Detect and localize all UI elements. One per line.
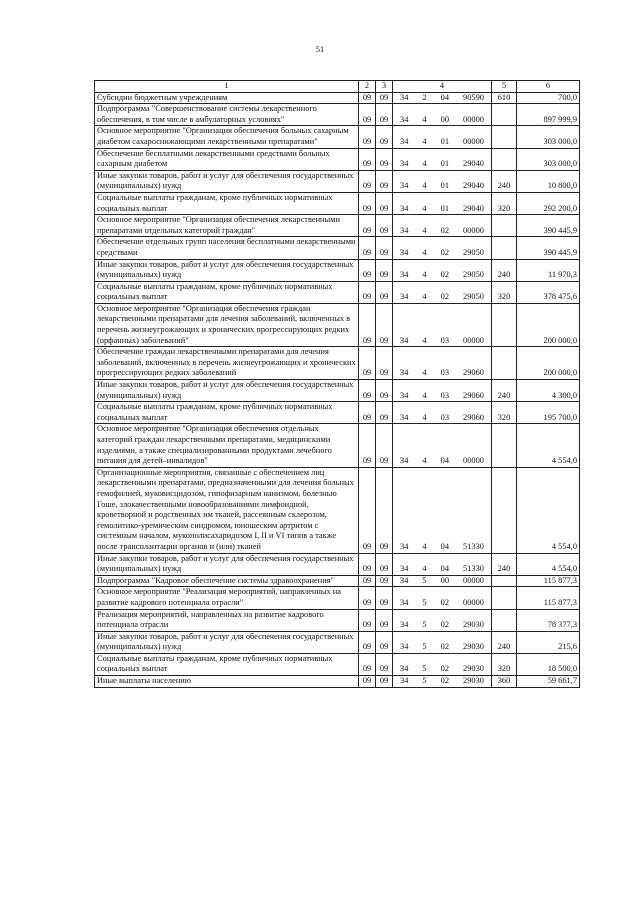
row-amount: 115 877,3 [517, 587, 580, 609]
row-csr [393, 104, 492, 126]
row-name: Обеспечение бесплатными лекарственными средствами больных сахарным диабетом [95, 148, 359, 170]
csr-part: 02 [440, 597, 450, 607]
csr-part: 34 [400, 225, 409, 235]
csr-part: 00000 [463, 456, 484, 466]
row-vr [492, 148, 517, 170]
table-row [95, 170, 580, 192]
row-rz: 09 [359, 237, 376, 259]
csr-part: 4 [422, 159, 427, 169]
row-rz: 09 [359, 653, 376, 675]
row-name: Социальные выплаты гражданам, кроме публичных нормативных социальных выплат [95, 192, 359, 214]
table-row [95, 192, 580, 214]
row-pr: 09 [376, 380, 393, 402]
row-pr: 09 [376, 347, 393, 380]
row-vr [492, 104, 517, 126]
row-pr: 09 [376, 148, 393, 170]
row-pr: 09 [376, 259, 393, 281]
row-amount: 215,6 [517, 631, 580, 653]
csr-part: 29050 [463, 292, 484, 302]
csr-part: 34 [400, 203, 409, 213]
header-col-pr: 3 [376, 81, 393, 93]
row-amount: 378 475,6 [517, 281, 580, 303]
csr-part: 29050 [463, 270, 484, 280]
row-vr: 610 [492, 92, 517, 104]
row-name: Иные закупки товаров, работ и услуг для обеспечения государственных (муниципальных) нужд [95, 380, 359, 402]
row-csr [393, 259, 492, 281]
row-pr: 09 [376, 281, 393, 303]
row-vr: 240 [492, 170, 517, 192]
row-name: Подпрограмма "Кадровое обеспечение системы здравоохранения" [95, 575, 359, 587]
table-row [95, 259, 580, 281]
csr-part: 34 [400, 564, 409, 574]
row-amount: 11 970,3 [517, 259, 580, 281]
row-amount: 897 999,9 [517, 104, 580, 126]
csr-part: 34 [400, 292, 409, 302]
csr-part: 02 [440, 225, 450, 235]
row-pr: 09 [376, 553, 393, 575]
row-amount: 200 000,0 [517, 347, 580, 380]
row-rz: 09 [359, 587, 376, 609]
csr-part: 34 [400, 247, 409, 257]
row-csr [393, 237, 492, 259]
row-name: Иные выплаты населению [95, 676, 359, 688]
table-row [95, 467, 580, 553]
csr-part: 34 [400, 136, 409, 146]
row-name: Основное мероприятие "Организация обеспечения больных сахарным диабетом сахароснижающими лекарственными препаратами" [95, 126, 359, 148]
csr-part: 4 [422, 114, 427, 124]
row-amount: 4 554,0 [517, 424, 580, 467]
table-row [95, 281, 580, 303]
csr-part: 29060 [463, 412, 484, 422]
csr-part: 5 [422, 597, 427, 607]
table-row [95, 631, 580, 653]
row-rz: 09 [359, 148, 376, 170]
row-csr [393, 347, 492, 380]
row-csr [393, 424, 492, 467]
row-pr: 09 [376, 631, 393, 653]
row-rz: 09 [359, 259, 376, 281]
csr-part: 34 [400, 412, 409, 422]
row-csr [393, 92, 492, 104]
csr-part: 4 [422, 136, 427, 146]
csr-part: 03 [440, 390, 450, 400]
row-vr [492, 126, 517, 148]
csr-part: 51330 [463, 564, 484, 574]
csr-part: 4 [422, 412, 427, 422]
row-name: Обеспечение отдельных групп населения бесплатными лекарственными средствами [95, 237, 359, 259]
row-amount: 303 000,0 [517, 126, 580, 148]
row-csr [393, 631, 492, 653]
row-amount: 10 800,0 [517, 170, 580, 192]
row-rz: 09 [359, 126, 376, 148]
row-pr: 09 [376, 92, 393, 104]
csr-part: 5 [422, 642, 427, 652]
row-pr: 09 [376, 587, 393, 609]
csr-part: 29030 [463, 620, 484, 630]
csr-part: 4 [422, 292, 427, 302]
row-rz: 09 [359, 676, 376, 688]
row-rz: 09 [359, 467, 376, 553]
csr-part: 5 [422, 620, 427, 630]
row-amount: 200 000,0 [517, 303, 580, 346]
row-name: Подпрограмма "Совершенствование системы лекарственного обеспечения, в том числе в амбулаторных условиях" [95, 104, 359, 126]
csr-part: 5 [422, 575, 427, 585]
row-amount: 59 661,7 [517, 676, 580, 688]
csr-part: 4 [422, 203, 427, 213]
row-csr [393, 281, 492, 303]
row-csr [393, 303, 492, 346]
csr-part: 04 [440, 92, 450, 102]
csr-part: 4 [422, 368, 427, 378]
row-csr [393, 467, 492, 553]
row-rz: 09 [359, 424, 376, 467]
csr-part: 00000 [463, 335, 484, 345]
row-rz: 09 [359, 170, 376, 192]
csr-part: 00000 [463, 597, 484, 607]
header-col-vr: 5 [492, 81, 517, 93]
row-name: Основное мероприятие "Организация обеспечения граждан лекарственными препаратами для лечения заболеваний, включенных в перечень жизнеугрожающих и хронических прогрессирующих редких (орфанных) заболеваний" [95, 303, 359, 346]
csr-part: 34 [400, 181, 409, 191]
csr-part: 5 [422, 664, 427, 674]
row-csr [393, 575, 492, 587]
table-row [95, 215, 580, 237]
csr-part: 01 [440, 181, 450, 191]
row-amount: 292 200,0 [517, 192, 580, 214]
csr-part: 34 [400, 642, 409, 652]
row-vr: 240 [492, 259, 517, 281]
table-row [95, 347, 580, 380]
row-pr: 09 [376, 215, 393, 237]
row-csr [393, 653, 492, 675]
csr-part: 29040 [463, 203, 484, 213]
row-vr [492, 237, 517, 259]
table-row [95, 402, 580, 424]
row-vr: 320 [492, 192, 517, 214]
row-vr [492, 424, 517, 467]
row-pr: 09 [376, 104, 393, 126]
row-rz: 09 [359, 303, 376, 346]
row-pr: 09 [376, 237, 393, 259]
csr-part: 34 [400, 676, 409, 686]
row-pr: 09 [376, 676, 393, 688]
row-name: Иные закупки товаров, работ и услуг для обеспечения государственных (муниципальных) нужд [95, 259, 359, 281]
csr-part: 90590 [463, 92, 484, 102]
row-name: Организационные мероприятия, связанные с обеспечением лиц лекарственными препаратами, предназначенными для лечения больных гемофилией, муковисцидозом, гипофизарным нанизмом, болезнью Гоше, злокачественными новообразованиями лимфоидной, кроветворной и родственных им тканей, рассеянным склерозом, гемолитико-уремическим синдромом, юношеским артритом с системным началом, мукополисахаридозом I, II и VI типов а также после трансплантации органов и (или) тканей [95, 467, 359, 553]
row-vr: 320 [492, 653, 517, 675]
header-col-amount: 6 [517, 81, 580, 93]
row-amount: 4 300,0 [517, 380, 580, 402]
csr-part: 5 [422, 676, 427, 686]
row-rz: 09 [359, 347, 376, 380]
row-amount: 18 500,0 [517, 653, 580, 675]
page-number: 51 [315, 44, 325, 54]
row-name: Иные закупки товаров, работ и услуг для обеспечения государственных (муниципальных) нужд [95, 631, 359, 653]
csr-part: 00000 [463, 225, 484, 235]
csr-part: 4 [422, 541, 427, 551]
csr-part: 29040 [463, 181, 484, 191]
csr-part: 34 [400, 390, 409, 400]
row-vr: 240 [492, 553, 517, 575]
row-pr: 09 [376, 402, 393, 424]
csr-part: 29030 [463, 664, 484, 674]
row-csr [393, 170, 492, 192]
table-row [95, 424, 580, 467]
row-amount: 303 000,0 [517, 148, 580, 170]
row-vr [492, 467, 517, 553]
table-row [95, 380, 580, 402]
csr-part: 2 [422, 92, 427, 102]
csr-part: 02 [440, 620, 450, 630]
csr-part: 34 [400, 270, 409, 280]
header-col-rz: 2 [359, 81, 376, 93]
table-row [95, 553, 580, 575]
csr-part: 03 [440, 412, 450, 422]
csr-part: 04 [440, 456, 450, 466]
csr-part: 34 [400, 456, 409, 466]
csr-part: 02 [440, 270, 450, 280]
csr-part: 01 [440, 159, 450, 169]
row-csr [393, 553, 492, 575]
row-amount: 4 554,0 [517, 467, 580, 553]
table-header-row [95, 81, 580, 93]
csr-part: 29030 [463, 676, 484, 686]
row-vr [492, 575, 517, 587]
row-rz: 09 [359, 553, 376, 575]
row-csr [393, 192, 492, 214]
row-vr: 320 [492, 281, 517, 303]
header-col-name: 1 [95, 81, 359, 93]
row-rz: 09 [359, 609, 376, 631]
row-name: Социальные выплаты гражданам, кроме публичных нормативных социальных выплат [95, 402, 359, 424]
csr-part: 00 [440, 575, 450, 585]
row-rz: 09 [359, 575, 376, 587]
row-name: Иные закупки товаров, работ и услуг для обеспечения государственных (муниципальных) нужд [95, 553, 359, 575]
row-csr [393, 402, 492, 424]
csr-part: 01 [440, 203, 450, 213]
table-row [95, 237, 580, 259]
table-row [95, 587, 580, 609]
csr-part: 29040 [463, 159, 484, 169]
row-csr [393, 609, 492, 631]
row-vr [492, 347, 517, 380]
csr-part: 29050 [463, 247, 484, 257]
row-name: Основное мероприятие "Реализация мероприятий, направленных на развитие кадрового потенциала отрасли" [95, 587, 359, 609]
csr-part: 34 [400, 597, 409, 607]
csr-part: 02 [440, 676, 450, 686]
csr-part: 29030 [463, 642, 484, 652]
row-pr: 09 [376, 303, 393, 346]
row-rz: 09 [359, 402, 376, 424]
csr-part: 29060 [463, 368, 484, 378]
table-row [95, 148, 580, 170]
row-amount: 78 377,3 [517, 609, 580, 631]
csr-part: 51330 [463, 541, 484, 551]
row-csr [393, 676, 492, 688]
row-pr: 09 [376, 575, 393, 587]
row-amount: 4 554,0 [517, 553, 580, 575]
row-name: Реализация мероприятий, направленных на развитие кадрового потенциала отрасли [95, 609, 359, 631]
row-amount: 390 445,9 [517, 215, 580, 237]
row-rz: 09 [359, 631, 376, 653]
row-amount: 700,0 [517, 92, 580, 104]
csr-part: 03 [440, 368, 450, 378]
row-csr [393, 380, 492, 402]
row-rz: 09 [359, 192, 376, 214]
row-rz: 09 [359, 104, 376, 126]
csr-part: 34 [400, 541, 409, 551]
row-amount: 115 877,3 [517, 575, 580, 587]
row-rz: 09 [359, 380, 376, 402]
row-vr [492, 215, 517, 237]
row-pr: 09 [376, 170, 393, 192]
row-vr: 240 [492, 380, 517, 402]
csr-part: 02 [440, 247, 450, 257]
row-name: Основное мероприятие "Организация обеспечения лекарственными препаратами отдельных категорий граждан" [95, 215, 359, 237]
csr-part: 34 [400, 620, 409, 630]
csr-part: 4 [422, 564, 427, 574]
csr-part: 4 [422, 456, 427, 466]
row-name: Социальные выплаты гражданам, кроме публичных нормативных социальных выплат [95, 281, 359, 303]
row-amount: 195 700,0 [517, 402, 580, 424]
table-row [95, 104, 580, 126]
row-vr [492, 303, 517, 346]
row-pr: 09 [376, 609, 393, 631]
row-pr: 09 [376, 424, 393, 467]
csr-part: 00000 [463, 114, 484, 124]
row-name: Обеспечение граждан лекарственными препаратами для лечения заболеваний, включенных в перечень жизнеугрожающих и хронических прогрессирующих редких заболеваний [95, 347, 359, 380]
csr-part: 04 [440, 564, 450, 574]
row-name: Основное мероприятие "Организация обеспечения отдельных категорий граждан лекарственными препаратами, медицинскими изделиями, а также специализированными продуктами лечебного питания для детей–инвалидов" [95, 424, 359, 467]
table-row [95, 575, 580, 587]
row-rz: 09 [359, 215, 376, 237]
row-name: Субсидии бюджетным учреждениям [95, 92, 359, 104]
csr-part: 01 [440, 136, 450, 146]
csr-part: 4 [422, 247, 427, 257]
row-pr: 09 [376, 126, 393, 148]
row-csr [393, 587, 492, 609]
csr-part: 34 [400, 92, 409, 102]
csr-part: 34 [400, 664, 409, 674]
row-name: Иные закупки товаров, работ и услуг для обеспечения государственных (муниципальных) нужд [95, 170, 359, 192]
csr-part: 34 [400, 335, 409, 345]
row-csr [393, 215, 492, 237]
csr-part: 02 [440, 292, 450, 302]
row-pr: 09 [376, 467, 393, 553]
row-rz: 09 [359, 92, 376, 104]
csr-part: 4 [422, 225, 427, 235]
row-pr: 09 [376, 192, 393, 214]
row-csr [393, 126, 492, 148]
csr-part: 34 [400, 159, 409, 169]
row-csr [393, 148, 492, 170]
row-name: Социальные выплаты гражданам, кроме публичных нормативных социальных выплат [95, 653, 359, 675]
table-body [95, 92, 580, 687]
table-row [95, 92, 580, 104]
table-row [95, 676, 580, 688]
table-row [95, 609, 580, 631]
header-col-csr: 4 [393, 81, 492, 93]
csr-part: 4 [422, 390, 427, 400]
csr-part: 02 [440, 664, 450, 674]
csr-part: 03 [440, 335, 450, 345]
csr-part: 34 [400, 114, 409, 124]
row-rz: 09 [359, 281, 376, 303]
budget-table [94, 80, 580, 688]
row-vr [492, 609, 517, 631]
row-vr: 320 [492, 402, 517, 424]
row-vr: 360 [492, 676, 517, 688]
csr-part: 00000 [463, 136, 484, 146]
row-pr: 09 [376, 653, 393, 675]
csr-part: 34 [400, 368, 409, 378]
row-amount: 390 445,9 [517, 237, 580, 259]
csr-part: 4 [422, 270, 427, 280]
table-row [95, 653, 580, 675]
csr-part: 4 [422, 335, 427, 345]
csr-part: 00 [440, 114, 450, 124]
row-vr [492, 587, 517, 609]
csr-part: 29060 [463, 390, 484, 400]
csr-part: 34 [400, 575, 409, 585]
csr-part: 04 [440, 541, 450, 551]
csr-part: 4 [422, 181, 427, 191]
table-row [95, 126, 580, 148]
row-vr: 240 [492, 631, 517, 653]
csr-part: 00000 [463, 575, 484, 585]
csr-part: 02 [440, 642, 450, 652]
table-row [95, 303, 580, 346]
